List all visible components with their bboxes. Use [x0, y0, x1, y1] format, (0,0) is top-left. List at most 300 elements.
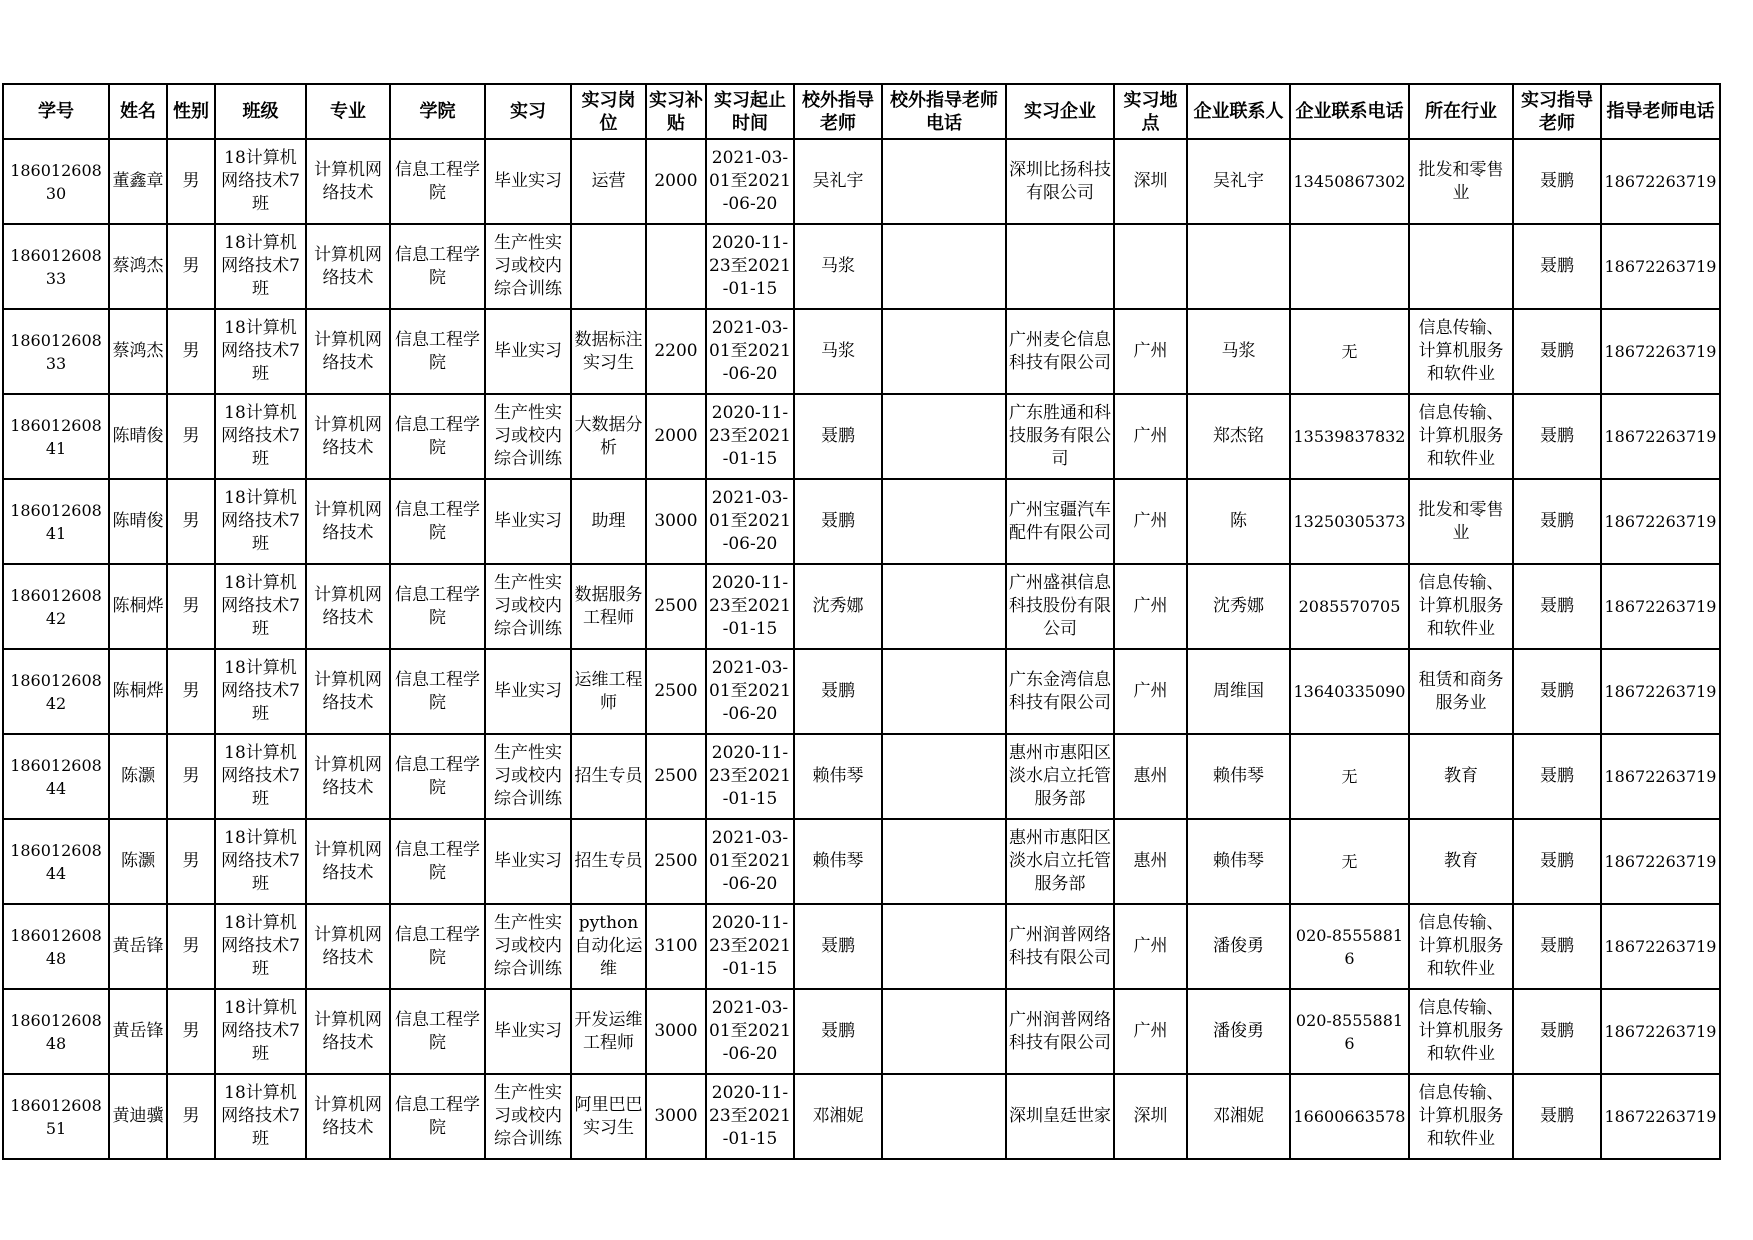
table-cell [706, 224, 794, 309]
table-cell [1187, 309, 1290, 394]
table-cell [306, 564, 390, 649]
cell-text: 18672263719 [1604, 172, 1717, 191]
cell-text: 赖伟琴 [812, 851, 864, 871]
cell-text: 蔡鸿杰 [112, 341, 164, 361]
table-cell [390, 734, 485, 819]
table-cell [1409, 819, 1513, 904]
table-cell [1187, 1074, 1290, 1159]
table-cell [109, 989, 167, 1074]
cell-text: 18672263719 [1604, 1022, 1717, 1041]
cell-text: 深圳比扬科技有限公司 [1009, 159, 1111, 203]
table-cell [706, 734, 794, 819]
table-cell [1006, 1074, 1114, 1159]
cell-text: 深圳 [1133, 171, 1168, 191]
cell-text: 信息传输、计算机服务和软件业 [1418, 318, 1504, 384]
table-cell [167, 1074, 215, 1159]
table-cell [306, 139, 390, 224]
cell-text: 蔡鸿杰 [112, 256, 164, 276]
cell-text: 18计算机网络技术7班 [221, 998, 300, 1064]
table-row [3, 819, 1720, 904]
table-cell [1513, 394, 1601, 479]
cell-text: 惠州市惠阳区淡水启立托管服务部 [1009, 828, 1111, 894]
cell-text: 阿里巴巴实习生 [574, 1094, 643, 1138]
table-cell [3, 564, 109, 649]
column-header: 实习补贴 [646, 84, 706, 139]
cell-text: 聂鹏 [1540, 851, 1574, 871]
cell-text: 2500 [654, 851, 698, 871]
table-cell [390, 139, 485, 224]
cell-text: 18601260841 [10, 415, 102, 458]
cell-text: 无 [1341, 852, 1358, 871]
table-cell [485, 479, 571, 564]
cell-text: 毕业实习 [494, 681, 562, 701]
table-cell [1290, 649, 1409, 734]
table-cell [390, 394, 485, 479]
cell-text: 信息工程学院 [395, 499, 480, 543]
table-cell [1290, 564, 1409, 649]
cell-text: 广州 [1133, 511, 1168, 531]
cell-text: 聂鹏 [821, 681, 855, 701]
cell-text: 男 [182, 426, 200, 446]
table-cell [3, 139, 109, 224]
cell-text: 陈 [1230, 511, 1247, 531]
table-cell [1409, 139, 1513, 224]
table-cell [1187, 139, 1290, 224]
cell-text: 18601260833 [10, 330, 102, 373]
cell-text: 赖伟琴 [1213, 851, 1264, 871]
cell-text: 信息传输、计算机服务和软件业 [1418, 1083, 1504, 1149]
cell-text: 赖伟琴 [812, 766, 864, 786]
cell-text: 18601260830 [10, 160, 102, 203]
cell-text: 广州宝疆汽车配件有限公司 [1009, 499, 1111, 543]
cell-text: 生产性实习或校内综合训练 [494, 403, 562, 469]
cell-text: 惠州市惠阳区淡水启立托管服务部 [1009, 743, 1111, 809]
table-cell [882, 564, 1006, 649]
table-cell [1114, 649, 1187, 734]
table-cell [1114, 904, 1187, 989]
cell-text: 18计算机网络技术7班 [221, 403, 300, 469]
column-header: 所在行业 [1409, 84, 1513, 139]
cell-text: 广州 [1133, 341, 1168, 361]
table-cell [1187, 224, 1290, 309]
cell-text: 男 [182, 596, 200, 616]
cell-text: 吴礼宇 [812, 171, 864, 191]
cell-text: 信息工程学院 [395, 159, 480, 203]
cell-text: 2000 [654, 171, 698, 191]
cell-text: 计算机网络技术 [314, 754, 382, 798]
cell-text: 陈灏 [121, 851, 155, 871]
table-cell [306, 309, 390, 394]
table-cell [485, 139, 571, 224]
table-cell [109, 224, 167, 309]
table-cell [882, 734, 1006, 819]
cell-text: 18计算机网络技术7班 [221, 1083, 300, 1149]
table-cell [1006, 734, 1114, 819]
cell-text: 13250305373 [1293, 512, 1406, 531]
table-cell [1513, 989, 1601, 1074]
cell-text: 教育 [1444, 851, 1478, 871]
table-cell [390, 479, 485, 564]
table-cell [167, 989, 215, 1074]
cell-text: 2500 [654, 681, 698, 701]
table-cell [1187, 564, 1290, 649]
cell-text: 惠州 [1133, 766, 1168, 786]
cell-text: 2085570705 [1298, 597, 1401, 616]
cell-text: 2021-03-01至2021-06-20 [709, 318, 791, 384]
cell-text: 18672263719 [1604, 257, 1717, 276]
cell-text: 18计算机网络技术7班 [221, 828, 300, 894]
cell-text: 男 [182, 341, 200, 361]
cell-text: 陈桐烨 [112, 681, 164, 701]
cell-text: 2500 [654, 596, 698, 616]
table-cell [306, 394, 390, 479]
cell-text: 信息工程学院 [395, 1009, 480, 1053]
table-cell [485, 649, 571, 734]
table-cell [167, 224, 215, 309]
cell-text: 2021-03-01至2021-06-20 [709, 148, 791, 214]
table-cell [1187, 904, 1290, 989]
table-cell [882, 904, 1006, 989]
cell-text: 生产性实习或校内综合训练 [494, 573, 562, 639]
cell-text: 18计算机网络技术7班 [221, 233, 300, 299]
cell-text: 18601260848 [10, 925, 102, 968]
table-cell [485, 904, 571, 989]
column-header: 班级 [215, 84, 306, 139]
table-row [3, 479, 1720, 564]
cell-text: 惠州 [1133, 851, 1168, 871]
table-cell [1601, 479, 1720, 564]
cell-text: 吴礼宇 [1213, 171, 1264, 191]
cell-text: 信息工程学院 [395, 669, 480, 713]
cell-text: 广州盛祺信息科技股份有限公司 [1009, 573, 1111, 639]
table-cell [215, 224, 306, 309]
cell-text: 18672263719 [1604, 597, 1717, 616]
table-cell [167, 479, 215, 564]
cell-text: 聂鹏 [821, 426, 855, 446]
table-cell [1601, 309, 1720, 394]
table-body [3, 139, 1720, 1159]
cell-text: 聂鹏 [1540, 256, 1574, 276]
table-cell [882, 139, 1006, 224]
table-cell [485, 734, 571, 819]
internship-table [2, 83, 1721, 1160]
table-cell [390, 819, 485, 904]
column-header: 校外指导老师 [794, 84, 882, 139]
table-cell [1006, 224, 1114, 309]
cell-text: 生产性实习或校内综合训练 [494, 743, 562, 809]
cell-text: 批发和零售业 [1418, 159, 1504, 203]
table-cell [646, 819, 706, 904]
table-cell [390, 309, 485, 394]
table-cell [571, 819, 646, 904]
cell-text: 计算机网络技术 [314, 1094, 382, 1138]
cell-text: 无 [1341, 767, 1358, 786]
cell-text: 广州 [1133, 681, 1168, 701]
table-cell [706, 989, 794, 1074]
table-cell [1290, 989, 1409, 1074]
cell-text: 广州润普网络科技有限公司 [1009, 924, 1111, 968]
table-cell [1114, 479, 1187, 564]
table-cell [485, 224, 571, 309]
table-cell [306, 734, 390, 819]
cell-text: 18672263719 [1604, 427, 1717, 446]
cell-text: 计算机网络技术 [314, 669, 382, 713]
table-cell [646, 649, 706, 734]
table-cell [1601, 989, 1720, 1074]
table-cell [882, 649, 1006, 734]
cell-text: 数据服务工程师 [574, 584, 643, 628]
table-cell [1187, 479, 1290, 564]
cell-text: 2021-03-01至2021-06-20 [709, 998, 791, 1064]
table-cell [571, 564, 646, 649]
table-cell [1409, 309, 1513, 394]
table-cell [167, 649, 215, 734]
column-header: 性别 [167, 84, 215, 139]
table-cell [1187, 819, 1290, 904]
column-header: 企业联系电话 [1290, 84, 1409, 139]
table-cell [1114, 309, 1187, 394]
cell-text: 18601260844 [10, 755, 102, 798]
table-cell [215, 904, 306, 989]
cell-text: 黄迪骥 [112, 1106, 164, 1126]
column-header: 企业联系人 [1187, 84, 1290, 139]
table-cell [794, 989, 882, 1074]
table-cell [306, 904, 390, 989]
cell-text: 聂鹏 [1540, 936, 1574, 956]
table-cell [1513, 224, 1601, 309]
table-cell [646, 989, 706, 1074]
table-cell [167, 309, 215, 394]
cell-text: 沈秀娜 [1213, 596, 1264, 616]
cell-text: 3000 [654, 1021, 698, 1041]
table-cell [1513, 1074, 1601, 1159]
table-cell [571, 394, 646, 479]
table-cell [1409, 1074, 1513, 1159]
cell-text: 2020-11-23至2021-01-15 [709, 913, 791, 979]
cell-text: 2020-11-23至2021-01-15 [709, 233, 791, 299]
table-cell [1409, 479, 1513, 564]
cell-text: 计算机网络技术 [314, 414, 382, 458]
table-cell [1601, 224, 1720, 309]
table-cell [215, 309, 306, 394]
table-cell [485, 564, 571, 649]
table-row [3, 224, 1720, 309]
table-cell [1114, 394, 1187, 479]
cell-text: 男 [182, 1106, 200, 1126]
table-cell [3, 904, 109, 989]
table-cell [306, 819, 390, 904]
table-cell [1409, 224, 1513, 309]
table-row [3, 649, 1720, 734]
table-cell [1006, 564, 1114, 649]
table-cell [1513, 479, 1601, 564]
table-cell [1601, 649, 1720, 734]
table-cell [485, 309, 571, 394]
table-cell [882, 479, 1006, 564]
cell-text: 生产性实习或校内综合训练 [494, 913, 562, 979]
cell-text: 聂鹏 [1540, 171, 1574, 191]
cell-text: 13450867302 [1293, 172, 1406, 191]
cell-text: 马浆 [1221, 341, 1256, 361]
table-header-row [3, 84, 1720, 139]
table-cell [485, 394, 571, 479]
table-cell [3, 649, 109, 734]
table-cell [3, 479, 109, 564]
table-cell [109, 819, 167, 904]
cell-text: 男 [182, 171, 200, 191]
column-header: 专业 [306, 84, 390, 139]
table-cell [1290, 1074, 1409, 1159]
cell-text: 信息工程学院 [395, 1094, 480, 1138]
table-cell [1114, 819, 1187, 904]
column-header: 实习企业 [1006, 84, 1114, 139]
table-cell [1601, 394, 1720, 479]
table-cell [109, 309, 167, 394]
table-cell [1409, 649, 1513, 734]
table-cell [167, 904, 215, 989]
table-cell [794, 734, 882, 819]
table-cell [1114, 139, 1187, 224]
table-cell [1513, 819, 1601, 904]
table-cell [794, 479, 882, 564]
table-cell [794, 309, 882, 394]
table-cell [109, 139, 167, 224]
cell-text: 2000 [654, 426, 698, 446]
table-cell [646, 734, 706, 819]
table-cell [794, 1074, 882, 1159]
table-cell [706, 139, 794, 224]
table-cell [1006, 309, 1114, 394]
table-cell [1513, 649, 1601, 734]
cell-text: 陈桐烨 [112, 596, 164, 616]
table-cell [3, 989, 109, 1074]
table-cell [485, 1074, 571, 1159]
cell-text: 潘俊勇 [1213, 936, 1264, 956]
table-cell [1513, 139, 1601, 224]
cell-text: 18601260841 [10, 500, 102, 543]
cell-text: 无 [1341, 342, 1358, 361]
table-cell [215, 394, 306, 479]
table-cell [1513, 564, 1601, 649]
cell-text: 信息传输、计算机服务和软件业 [1418, 403, 1504, 469]
cell-text: 运维工程师 [574, 669, 643, 713]
cell-text: 计算机网络技术 [314, 584, 382, 628]
cell-text: 信息传输、计算机服务和软件业 [1418, 998, 1504, 1064]
cell-text: 18计算机网络技术7班 [221, 658, 300, 724]
cell-text: 2021-03-01至2021-06-20 [709, 828, 791, 894]
cell-text: 广东胜通和科技服务有限公司 [1009, 403, 1111, 469]
table-cell [306, 1074, 390, 1159]
cell-text: 18计算机网络技术7班 [221, 743, 300, 809]
table-row [3, 394, 1720, 479]
table-cell [1601, 819, 1720, 904]
cell-text: 2020-11-23至2021-01-15 [709, 403, 791, 469]
table-cell [1006, 649, 1114, 734]
table-cell [794, 564, 882, 649]
table-cell [706, 1074, 794, 1159]
table-cell [390, 1074, 485, 1159]
table-cell [306, 224, 390, 309]
cell-text: 18601260842 [10, 585, 102, 628]
cell-text: 生产性实习或校内综合训练 [494, 1083, 562, 1149]
table-cell [1409, 989, 1513, 1074]
cell-text: 周维国 [1213, 681, 1264, 701]
table-cell [646, 309, 706, 394]
cell-text: 赖伟琴 [1213, 766, 1264, 786]
table-cell [1290, 734, 1409, 819]
cell-text: 广州 [1133, 596, 1168, 616]
table-cell [3, 1074, 109, 1159]
cell-text: 开发运维工程师 [574, 1009, 643, 1053]
table-cell [167, 564, 215, 649]
table-cell [109, 904, 167, 989]
cell-text: 信息工程学院 [395, 754, 480, 798]
table-cell [646, 564, 706, 649]
cell-text: 计算机网络技术 [314, 839, 382, 883]
table-cell [1513, 904, 1601, 989]
table-cell [706, 819, 794, 904]
cell-text: 聂鹏 [1540, 596, 1574, 616]
table-cell [167, 394, 215, 479]
table-cell [390, 989, 485, 1074]
cell-text: 信息传输、计算机服务和软件业 [1418, 573, 1504, 639]
cell-text: 2021-03-01至2021-06-20 [709, 658, 791, 724]
table-cell [571, 649, 646, 734]
table-cell [706, 564, 794, 649]
table-cell [1409, 904, 1513, 989]
cell-text: 18672263719 [1604, 682, 1717, 701]
cell-text: 潘俊勇 [1213, 1021, 1264, 1041]
table-cell [646, 1074, 706, 1159]
table-cell [1409, 564, 1513, 649]
table-row [3, 904, 1720, 989]
internship-table-container [2, 83, 1721, 1160]
table-cell [306, 649, 390, 734]
cell-text: 18计算机网络技术7班 [221, 488, 300, 554]
cell-text: 黄岳锋 [112, 936, 164, 956]
table-cell [1409, 394, 1513, 479]
cell-text: 运营 [591, 171, 626, 191]
cell-text: 信息传输、计算机服务和软件业 [1418, 913, 1504, 979]
cell-text: 马浆 [821, 341, 855, 361]
cell-text: 男 [182, 936, 200, 956]
table-cell [215, 989, 306, 1074]
cell-text: 租赁和商务服务业 [1418, 669, 1504, 713]
table-cell [706, 479, 794, 564]
cell-text: 教育 [1444, 766, 1478, 786]
table-cell [390, 904, 485, 989]
column-header: 学号 [3, 84, 109, 139]
table-cell [1006, 904, 1114, 989]
table-cell [1290, 309, 1409, 394]
cell-text: python自动化运维 [574, 913, 643, 979]
table-cell [1290, 139, 1409, 224]
table-cell [706, 309, 794, 394]
cell-text: 18601260851 [10, 1095, 102, 1138]
cell-text: 18计算机网络技术7班 [221, 148, 300, 214]
table-cell [646, 394, 706, 479]
cell-text: 助理 [591, 511, 626, 531]
cell-text: 18672263719 [1604, 852, 1717, 871]
column-header: 实习 [485, 84, 571, 139]
table-cell [571, 309, 646, 394]
cell-text: 毕业实习 [494, 851, 562, 871]
cell-text: 020-85558816 [1295, 925, 1404, 968]
cell-text: 男 [182, 511, 200, 531]
table-cell [1187, 989, 1290, 1074]
table-cell [882, 394, 1006, 479]
table-cell [1006, 394, 1114, 479]
